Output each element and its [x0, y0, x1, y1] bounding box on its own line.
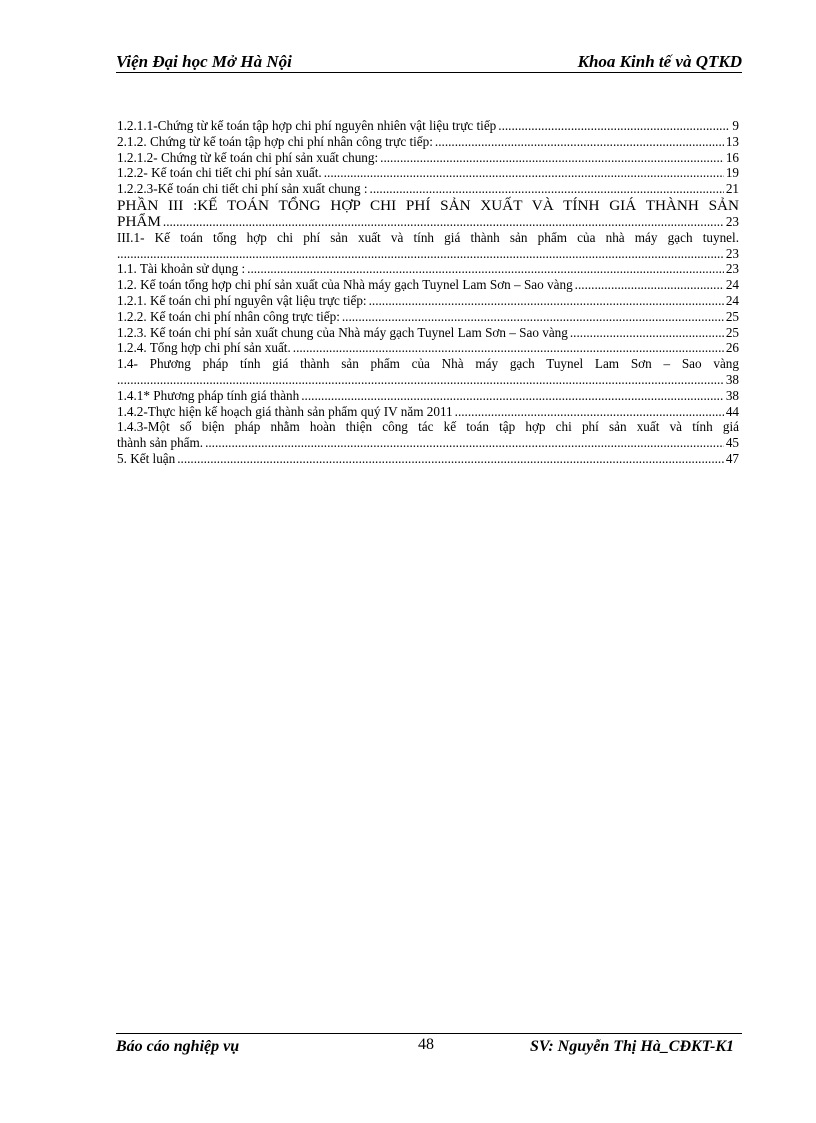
toc-entry-page: 19 [725, 165, 739, 181]
toc-entry-title: 1.2. Kế toán tổng hợp chi phí sản xuất của Nhà máy gạch Tuynel Lam Sơn – Sao vàng [117, 277, 573, 293]
toc-entry[interactable] [117, 419, 739, 451]
toc-entry-title: 1.2.1.1-Chứng từ kế toán tập hợp chi phí nguyên nhiên vật liệu trực tiếp [117, 118, 497, 133]
toc-entry-page: 21 [725, 181, 739, 197]
toc-entry-page: 25 [725, 308, 739, 324]
toc-entry-page: 23 [725, 245, 739, 261]
page-number: 48 [418, 1036, 434, 1053]
toc-entry[interactable] [117, 261, 739, 277]
toc-entry-page: 24 [725, 292, 739, 308]
toc-entry-page: 38 [725, 371, 739, 387]
toc-entry-page: 47 [725, 450, 739, 466]
toc-entry[interactable] [117, 309, 739, 325]
toc-entry[interactable] [117, 150, 739, 166]
toc-part-title-line2: PHẨM [117, 212, 161, 230]
toc-entry-title: 1.4.1* Phương pháp tính giá thành [117, 387, 300, 403]
toc-entry[interactable] [117, 325, 739, 341]
toc-entry-title: 1.2.2. Kế toán chi phí nhân công trực tiếp: [117, 308, 340, 324]
toc-entry-page: 24 [725, 277, 739, 293]
toc-entry-page: 23 [725, 213, 739, 229]
toc-entry-title: 1.4.2-Thực hiện kế hoạch giá thành sản phẩm quý IV năm 2011 [117, 403, 453, 419]
toc-entry-title-line2: thành sản phẩm. [117, 435, 204, 451]
toc-entry-page: 9 [732, 118, 739, 133]
toc-entry-page: 25 [725, 324, 739, 340]
toc-entry[interactable] [117, 165, 739, 181]
toc-entry-title: 5. Kết luận [117, 450, 176, 466]
toc-entry-title: 1.2.1.2- Chứng từ kế toán chi phí sản xuất chung: [117, 149, 379, 165]
toc-entry[interactable] [117, 388, 739, 404]
toc-entry-title: 1.2.3. Kế toán chi phí sản xuất chung của Nhà máy gạch Tuynel Lam Sơn – Sao vàng [117, 324, 568, 340]
toc-entry-page: 23 [725, 261, 739, 277]
toc-entry-title: 1.2.1. Kế toán chi phí nguyên vật liệu trực tiếp: [117, 292, 367, 308]
toc-entry-page: 45 [725, 435, 739, 451]
toc-entry-page: 44 [725, 403, 739, 419]
toc-entry-title: 1.1. Tài khoản sử dụng : [117, 261, 246, 277]
footer-report-type: Báo cáo nghiệp vụ [116, 1038, 240, 1055]
toc-part-title-line1: PHẦN III :KẾ TOÁN TỔNG HỢP CHI PHÍ SẢN XUẤT VÀ TÍNH GIÁ THÀNH SẢN [117, 196, 739, 214]
page-footer [116, 1033, 742, 1060]
toc-entry-title: III.1- Kế toán tổng hợp chi phí sản xuất và tính giá thành sản phẩm của nhà máy gạch tuynel. [117, 229, 739, 245]
toc-entry[interactable] [117, 134, 739, 150]
toc-entry[interactable] [117, 356, 739, 388]
toc-entry[interactable] [117, 230, 739, 262]
page-header [116, 52, 742, 73]
table-of-contents [117, 118, 739, 467]
header-institution: Viện Đại học Mở Hà Nội [116, 52, 292, 71]
toc-entry[interactable] [117, 340, 739, 356]
toc-entry[interactable] [117, 404, 739, 420]
toc-entry-title: 1.2.2- Kế toán chi tiết chi phí sản xuất. [117, 165, 322, 181]
toc-entry-title-line1: 1.4.3-Một số biện pháp nhằm hoàn thiện công tác kế toán tập hợp chi phí sản xuất và tính giá [117, 419, 739, 435]
toc-entry-page: 38 [725, 387, 739, 403]
toc-entry[interactable] [117, 181, 739, 197]
toc-entry[interactable] [117, 451, 739, 467]
toc-part-heading[interactable] [117, 198, 739, 230]
toc-entry-title: 2.1.2. Chứng từ kế toán tập hợp chi phí nhân công trực tiếp: [117, 133, 433, 149]
footer-student: SV: Nguyễn Thị Hà_CĐKT-K1 [529, 1038, 734, 1055]
toc-entry[interactable] [117, 293, 739, 309]
toc-entry-title: 1.2.2.3-Kế toán chi tiết chi phí sản xuất chung : [117, 181, 368, 197]
header-faculty: Khoa Kinh tế và QTKD [577, 52, 742, 71]
toc-entry-title: 1.4- Phương pháp tính giá thành sản phẩm của Nhà máy gạch Tuynel Lam Sơn – Sao vàng [117, 356, 739, 372]
toc-entry-title: 1.2.4. Tổng hợp chi phí sản xuất. [117, 340, 291, 356]
toc-entry-page: 13 [725, 133, 739, 149]
toc-entry-page: 26 [725, 340, 739, 356]
toc-entry-page: 16 [725, 149, 739, 165]
toc-entry[interactable] [117, 277, 739, 293]
toc-entry[interactable] [117, 118, 739, 134]
